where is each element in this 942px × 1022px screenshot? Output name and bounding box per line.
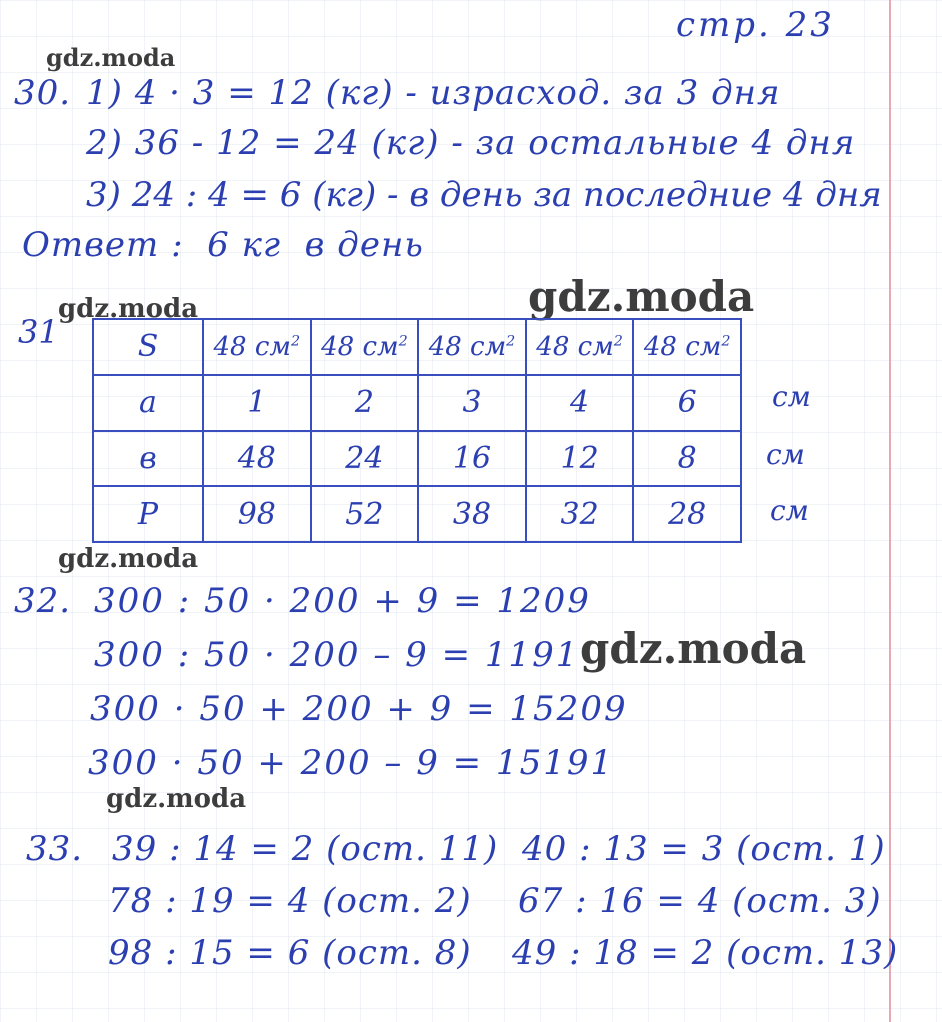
area-value: 48 см	[536, 331, 614, 362]
table-cell: 2	[311, 375, 419, 431]
table-cell: 24	[311, 431, 419, 487]
area-value: 48 см	[428, 331, 507, 362]
task30-number: 30.	[14, 73, 72, 113]
table-cell	[418, 319, 526, 375]
task32-line-3: 300 · 50 + 200 + 9 = 15209	[90, 689, 628, 729]
task32-line-2: 300 : 50 · 200 – 9 = 1191	[94, 635, 580, 675]
task33-left-3: 98 : 15 = 6 (ост. 8)	[108, 933, 472, 973]
area-value: 48 см	[321, 331, 399, 362]
watermark: gdz.moda	[106, 784, 247, 814]
task33-number: 33.	[26, 829, 84, 869]
watermark: gdz.moda	[46, 43, 176, 72]
area-exponent: 2	[506, 333, 516, 350]
table-cell	[633, 319, 741, 375]
table-cell: 52	[311, 486, 419, 542]
table-cell: 3	[418, 375, 526, 431]
unit-label: см	[766, 438, 805, 471]
row-label: S	[93, 319, 203, 375]
area-exponent: 2	[613, 333, 623, 350]
table-cell: 6	[633, 375, 741, 431]
task32-line-1: 300 : 50 · 200 + 9 = 1209	[94, 581, 591, 621]
notebook-margin-line	[889, 0, 891, 1022]
task30-line-3: 3) 24 : 4 = 6 (кг) - в день за последние 4 дня	[86, 175, 882, 215]
row-label: a	[93, 375, 203, 431]
area-value: 48 см	[213, 331, 291, 362]
task31-table	[92, 318, 742, 543]
table-row	[93, 375, 741, 431]
area-value: 48 см	[643, 331, 722, 362]
task33-left-2: 78 : 19 = 4 (ост. 2)	[108, 881, 472, 921]
watermark: gdz.moda	[528, 272, 755, 321]
area-exponent: 2	[290, 333, 301, 350]
watermark: gdz.moda	[580, 624, 807, 673]
table-cell: 4	[526, 375, 634, 431]
table-cell: 12	[526, 431, 634, 487]
task33-left-1: 39 : 14 = 2 (ост. 11)	[112, 829, 499, 869]
area-exponent: 2	[721, 333, 731, 350]
unit-label: см	[772, 380, 811, 413]
table-cell: 48	[203, 431, 311, 487]
page-header: стр. 23	[676, 5, 835, 45]
unit-label: см	[770, 494, 809, 527]
table-cell	[311, 319, 419, 375]
task30-line-1: 1) 4 · 3 = 12 (кг) - израсход. за 3 дня	[86, 73, 781, 113]
task30-line-2: 2) 36 - 12 = 24 (кг) - за остальные 4 дня	[86, 123, 856, 163]
task31-number: 31	[18, 313, 59, 351]
table-cell	[526, 319, 634, 375]
table-cell: 1	[203, 375, 311, 431]
area-exponent: 2	[398, 333, 408, 350]
table-cell: 32	[526, 486, 634, 542]
table-cell: 16	[418, 431, 526, 487]
watermark: gdz.moda	[58, 294, 199, 324]
row-label: в	[93, 431, 203, 487]
task32-line-4: 300 · 50 + 200 – 9 = 15191	[88, 743, 615, 783]
table-cell	[203, 319, 311, 375]
task33-right-1: 40 : 13 = 3 (ост. 1)	[522, 829, 886, 869]
task33-right-2: 67 : 16 = 4 (ост. 3)	[518, 881, 882, 921]
watermark: gdz.moda	[58, 544, 199, 574]
task33-right-3: 49 : 18 = 2 (ост. 13)	[512, 933, 899, 973]
table-cell: 98	[203, 486, 311, 542]
table-cell: 38	[418, 486, 526, 542]
task32-number: 32.	[14, 581, 72, 621]
row-label: P	[93, 486, 203, 542]
table-row	[93, 319, 741, 375]
table-cell: 28	[633, 486, 741, 542]
table-row	[93, 431, 741, 487]
table-cell: 8	[633, 431, 741, 487]
task30-answer: Ответ : 6 кг в день	[22, 225, 424, 265]
table-row	[93, 486, 741, 542]
